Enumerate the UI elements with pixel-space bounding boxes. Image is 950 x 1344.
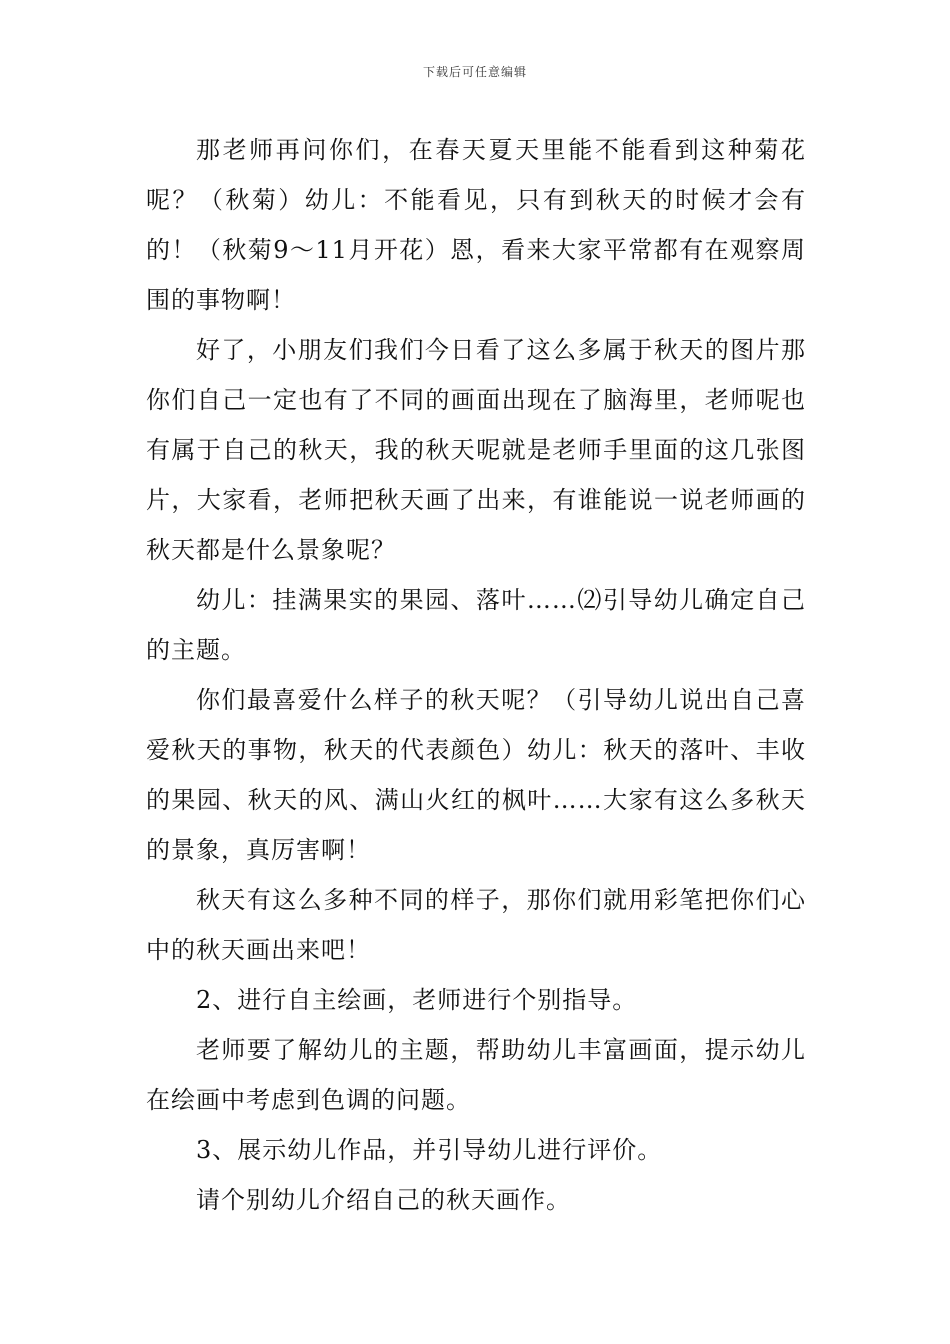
paragraph-1: 那老师再问你们，在春天夏天里能不能看到这种菊花呢？（秋菊）幼儿：不能看见，只有到秋天的时候才会有的！（秋菊9～11月开花）恩，看来大家平常都有在观察周围的事物啊！ [146, 136, 806, 314]
paragraph-5: 秋天有这么多种不同的样子，那你们就用彩笔把你们心中的秋天画出来吧！ [146, 886, 806, 964]
paragraph-9: 请个别幼儿介绍自己的秋天画作。 [196, 1186, 571, 1214]
page-header: 下载后可任意编辑 [422, 65, 527, 79]
paragraph-7: 老师要了解幼儿的主题，帮助幼儿丰富画面，提示幼儿在绘画中考虑到色调的问题。 [146, 1036, 806, 1114]
paragraph-3: 幼儿：挂满果实的果园、落叶……⑵引导幼儿确定自己的主题。 [146, 586, 806, 664]
document-body [146, 125, 806, 1225]
paragraph-4: 你们最喜爱什么样子的秋天呢？（引导幼儿说出自己喜爱秋天的事物，秋天的代表颜色）幼儿：秋天的落叶、丰收的果园、秋天的风、满山火红的枫叶……大家有这么多秋天的景象，真厉害啊！ [146, 686, 806, 864]
paragraph-2: 好了，小朋友们我们今日看了这么多属于秋天的图片那你们自己一定也有了不同的画面出现在了脑海里，老师呢也有属于自己的秋天，我的秋天呢就是老师手里面的这几张图片，大家看，老师把秋天画了出来，有谁能说一说老师画的秋天都是什么景象呢？ [146, 336, 806, 564]
paragraph-6: 2、进行自主绘画，老师进行个别指导。 [196, 986, 638, 1014]
paragraph-8: 3、展示幼儿作品，并引导幼儿进行评价。 [196, 1136, 663, 1164]
